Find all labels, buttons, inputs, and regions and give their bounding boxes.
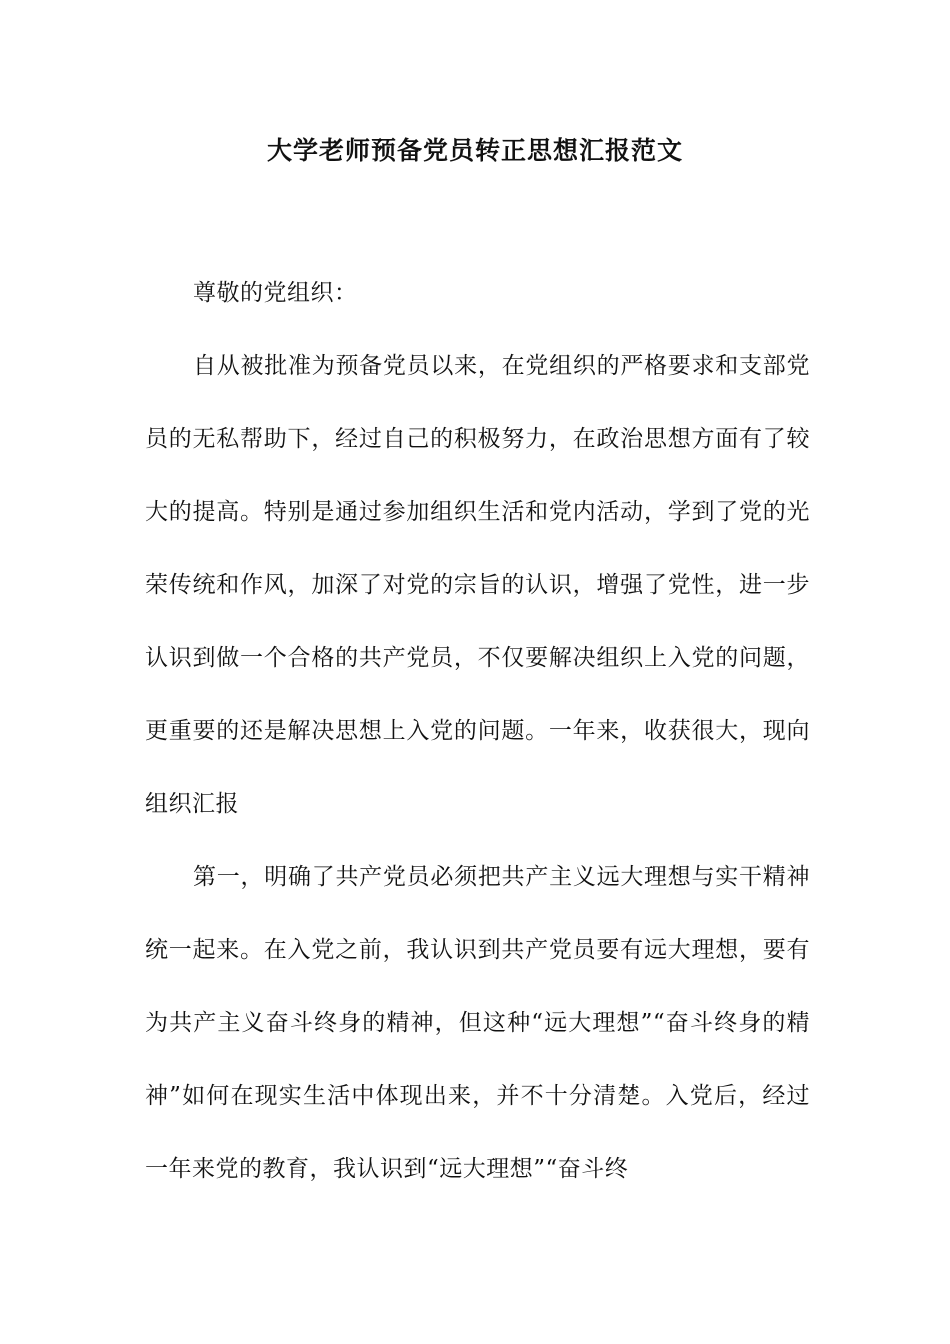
- salutation: 尊敬的党组织：: [193, 280, 358, 306]
- paragraph-2: 第一，明确了共产党员必须把共产主义远大理想与实干精神统一起来。在入党之前，我认识到共产党员要有远大理想，要有为共产主义奋斗终身的精神，但这种“远大理想”“奋斗终身的精神”如何在现实生活中体现出来，并不十分清楚。入党后，经过一年来党的教育，我认识到“远大理想”“奋斗终: [145, 864, 810, 1182]
- document-title: 大学老师预备党员转正思想汇报范文: [266, 136, 683, 165]
- paragraph-1: 自从被批准为预备党员以来，在党组织的严格要求和支部党员的无私帮助下，经过自己的积极努力，在政治思想方面有了较大的提高。特别是通过参加组织生活和党内活动，学到了党的光荣传统和作风，加深了对党的宗旨的认识，增强了党性，进一步认识到做一个合格的共产党员，不仅要解决组织上入党的问题，更重要的还是解决思想上入党的问题。一年来，收获很大，现向组织汇报: [145, 353, 810, 817]
- document-body: [145, 257, 810, 1206]
